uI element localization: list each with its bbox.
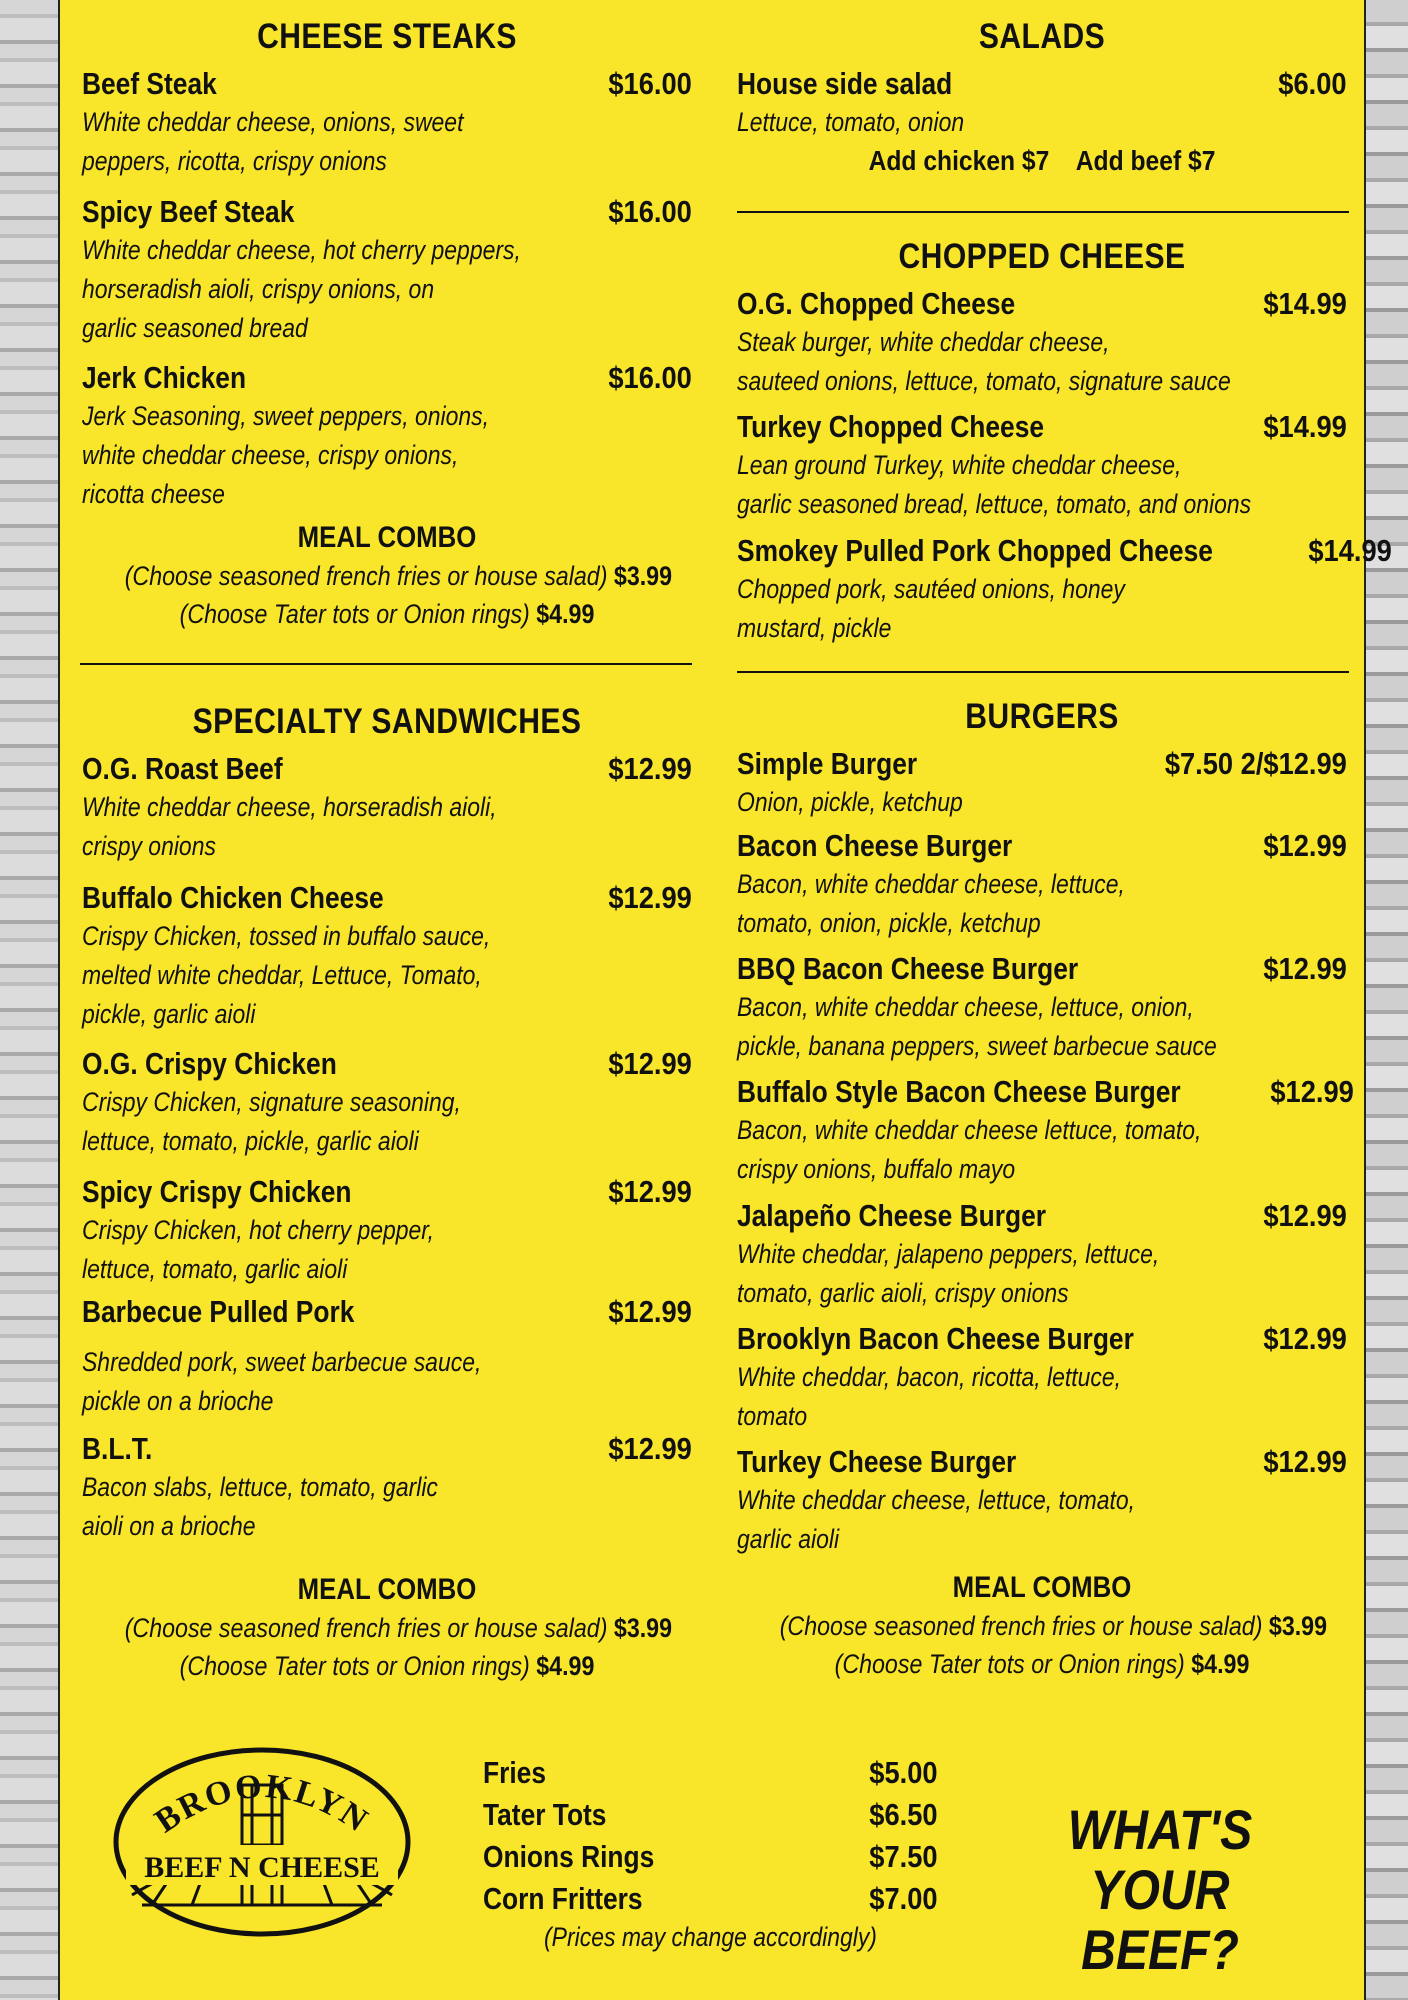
- item-name: Turkey Cheese Burger: [737, 1444, 1017, 1479]
- item-price: $16.00: [608, 194, 692, 229]
- item-description: Bacon, white cheddar cheese, lettuce, onion,: [737, 992, 1194, 1022]
- item-description: Crispy Chicken, hot cherry pepper,: [82, 1215, 435, 1245]
- item-description: lettuce, tomato, pickle, garlic aioli: [82, 1126, 419, 1156]
- combo-price: $4.99: [536, 1651, 595, 1681]
- combo-text: (Choose Tater tots or Onion rings): [834, 1649, 1185, 1679]
- menu-item: [737, 408, 1347, 524]
- item-name: Buffalo Style Bacon Cheese Burger: [737, 1074, 1181, 1109]
- menu-item: [82, 750, 692, 866]
- item-description: pickle, garlic aioli: [82, 999, 256, 1029]
- slogan: [1031, 1800, 1289, 1980]
- section-divider: [737, 671, 1349, 673]
- item-name: Tater Tots: [483, 1797, 607, 1832]
- item-price: $12.99: [1263, 828, 1347, 863]
- item-price: $7.50: [869, 1839, 938, 1874]
- combo-price: $4.99: [536, 599, 595, 629]
- combo-price: $3.99: [613, 561, 673, 591]
- item-price: $12.99: [608, 1174, 692, 1209]
- meal-combo: [82, 1571, 692, 1685]
- background-photo-left: [0, 0, 58, 2000]
- combo-price: $3.99: [1268, 1611, 1328, 1641]
- item-description: lettuce, tomato, garlic aioli: [82, 1254, 348, 1284]
- item-description: pickle on a brioche: [82, 1386, 274, 1416]
- item-description: Shredded pork, sweet barbecue sauce,: [82, 1347, 482, 1377]
- item-price: $12.99: [608, 880, 692, 915]
- item-description: pickle, banana peppers, sweet barbecue sauce: [737, 1031, 1217, 1061]
- item-name: Smokey Pulled Pork Chopped Cheese: [737, 533, 1213, 568]
- item-price: $14.99: [1263, 286, 1347, 321]
- side-item: [483, 1878, 938, 1920]
- menu-item: [737, 1073, 1354, 1189]
- combo-text: (Choose seasoned french fries or house salad): [124, 561, 608, 591]
- price-note: (Prices may change accordingly): [544, 1922, 877, 1952]
- item-description: Steak burger, white cheddar cheese,: [737, 327, 1110, 357]
- item-price: $7.00: [869, 1881, 938, 1916]
- item-price: $12.99: [608, 1431, 692, 1466]
- item-price: $12.99: [1263, 1198, 1347, 1233]
- item-description: Jerk Seasoning, sweet peppers, onions,: [82, 401, 489, 431]
- meal-combo: [82, 519, 692, 633]
- item-price: $16.00: [608, 66, 692, 101]
- item-description: crispy onions, buffalo mayo: [737, 1154, 1016, 1184]
- item-description: garlic aioli: [737, 1524, 840, 1554]
- section-title: CHEESE STEAKS: [257, 17, 517, 56]
- item-description: White cheddar, bacon, ricotta, lettuce,: [737, 1362, 1121, 1392]
- menu-item: [82, 193, 692, 348]
- slogan-line: WHAT'S: [1067, 1798, 1253, 1861]
- logo-top-text: BROOKLYN: [148, 1767, 376, 1841]
- menu-item: [737, 1197, 1347, 1313]
- item-name: Beef Steak: [82, 66, 217, 101]
- side-item: [483, 1836, 938, 1878]
- menu-item: [82, 1430, 692, 1546]
- section-title: SPECIALTY SANDWICHES: [192, 702, 582, 741]
- logo-bottom-text: BEEF N CHEESE: [144, 1851, 380, 1884]
- section-burgers: [737, 698, 1347, 736]
- menu-item: [82, 359, 692, 514]
- item-name: BBQ Bacon Cheese Burger: [737, 951, 1079, 986]
- combo-line: [780, 1645, 1305, 1683]
- combo-text: (Choose seasoned french fries or house salad): [124, 1613, 608, 1643]
- item-description: tomato, onion, pickle, ketchup: [737, 908, 1041, 938]
- background-photo-right: [1366, 0, 1408, 2000]
- item-name: Spicy Crispy Chicken: [82, 1174, 352, 1209]
- item-description: White cheddar cheese, hot cherry peppers,: [82, 235, 521, 265]
- menu-item: [737, 827, 1347, 943]
- item-price: $14.99: [1263, 409, 1347, 444]
- section-divider: [80, 663, 692, 665]
- item-name: B.L.T.: [82, 1431, 153, 1466]
- menu-item: [82, 1293, 692, 1421]
- addon-chicken: Add chicken $7: [868, 145, 1050, 176]
- item-name: Fries: [483, 1755, 546, 1790]
- item-description: peppers, ricotta, crispy onions: [82, 146, 387, 176]
- menu-item: [82, 879, 692, 1034]
- salad-addons: [774, 142, 1311, 180]
- item-description: Bacon slabs, lettuce, tomato, garlic: [82, 1472, 438, 1502]
- item-name: Jerk Chicken: [82, 360, 247, 395]
- meal-combo: [737, 1569, 1347, 1683]
- section-title: BURGERS: [965, 697, 1119, 736]
- combo-title: MEAL COMBO: [297, 1573, 477, 1606]
- section-title: SALADS: [978, 17, 1106, 56]
- combo-text: (Choose Tater tots or Onion rings): [179, 1651, 530, 1681]
- item-description: mustard, pickle: [737, 613, 892, 643]
- item-description: crispy onions: [82, 831, 216, 861]
- item-description: Lean ground Turkey, white cheddar cheese,: [737, 450, 1182, 480]
- menu-item: [82, 65, 692, 181]
- item-name: House side salad: [737, 66, 953, 101]
- side-item: [483, 1752, 938, 1794]
- item-name: Jalapeño Cheese Burger: [737, 1198, 1047, 1233]
- item-name: O.G. Chopped Cheese: [737, 286, 1016, 321]
- section-cheese-steaks: [82, 18, 692, 56]
- combo-line: [125, 595, 650, 633]
- section-specialty-sandwiches: [82, 703, 692, 741]
- item-name: Barbecue Pulled Pork: [82, 1294, 355, 1329]
- side-item: [483, 1794, 938, 1836]
- menu-item: [737, 65, 1347, 180]
- item-name: Buffalo Chicken Cheese: [82, 880, 384, 915]
- item-name: Onions Rings: [483, 1839, 655, 1874]
- item-name: Simple Burger: [737, 746, 918, 781]
- item-price: $12.99: [1263, 951, 1347, 986]
- section-divider: [737, 211, 1349, 213]
- item-description: Onion, pickle, ketchup: [737, 787, 963, 817]
- item-description: Chopped pork, sautéed onions, honey: [737, 574, 1125, 604]
- item-price: $12.99: [1263, 1321, 1347, 1356]
- menu-item: [82, 1045, 692, 1161]
- item-price: $12.99: [1270, 1074, 1354, 1109]
- item-price: $14.99: [1308, 533, 1392, 568]
- combo-title: MEAL COMBO: [952, 1571, 1132, 1604]
- item-name: Turkey Chopped Cheese: [737, 409, 1045, 444]
- item-description: Bacon, white cheddar cheese, lettuce,: [737, 869, 1125, 899]
- item-name: Corn Fritters: [483, 1881, 643, 1916]
- menu-item: [737, 1320, 1347, 1436]
- item-description: tomato, garlic aioli, crispy onions: [737, 1278, 1069, 1308]
- combo-line: [125, 1647, 650, 1685]
- combo-line: [124, 557, 673, 595]
- item-price: $5.00: [869, 1755, 938, 1790]
- combo-price: $4.99: [1191, 1649, 1250, 1679]
- item-name: Spicy Beef Steak: [82, 194, 295, 229]
- item-description: Crispy Chicken, tossed in buffalo sauce,: [82, 921, 491, 951]
- menu-item: [82, 1173, 692, 1289]
- item-name: O.G. Roast Beef: [82, 751, 283, 786]
- item-name: Bacon Cheese Burger: [737, 828, 1013, 863]
- item-price: $16.00: [608, 360, 692, 395]
- item-description: ricotta cheese: [82, 479, 225, 509]
- combo-title: MEAL COMBO: [297, 521, 477, 554]
- item-description: sauteed onions, lettuce, tomato, signature sauce: [737, 366, 1231, 396]
- brooklyn-beef-n-cheese-logo: [112, 1745, 412, 1940]
- item-price: $12.99: [608, 1294, 692, 1329]
- combo-text: (Choose Tater tots or Onion rings): [179, 599, 530, 629]
- item-description: White cheddar cheese, horseradish aioli,: [82, 792, 497, 822]
- item-price: $12.99: [608, 1046, 692, 1081]
- item-name: O.G. Crispy Chicken: [82, 1046, 337, 1081]
- section-title: CHOPPED CHEESE: [898, 237, 1186, 276]
- slogan-line: YOUR BEEF?: [1081, 1858, 1239, 1981]
- combo-price: $3.99: [613, 1613, 673, 1643]
- section-chopped-cheese: [737, 238, 1347, 276]
- item-description: horseradish aioli, crispy onions, on: [82, 274, 435, 304]
- addon-beef: Add beef $7: [1075, 145, 1216, 176]
- item-description: white cheddar cheese, crispy onions,: [82, 440, 459, 470]
- menu-item: [737, 285, 1347, 401]
- item-description: Crispy Chicken, signature seasoning,: [82, 1087, 461, 1117]
- item-description: White cheddar cheese, onions, sweet: [82, 107, 464, 137]
- item-description: Bacon, white cheddar cheese lettuce, tomato,: [737, 1115, 1202, 1145]
- item-description: White cheddar cheese, lettuce, tomato,: [737, 1485, 1136, 1515]
- combo-line: [124, 1609, 673, 1647]
- combo-line: [779, 1607, 1328, 1645]
- item-description: garlic seasoned bread, lettuce, tomato, and onions: [737, 489, 1252, 519]
- menu-item: [737, 950, 1347, 1066]
- item-description: melted white cheddar, Lettuce, Tomato,: [82, 960, 482, 990]
- menu-item: [737, 745, 1347, 822]
- section-salads: [737, 18, 1347, 56]
- menu-item: [737, 532, 1392, 648]
- combo-text: (Choose seasoned french fries or house salad): [779, 1611, 1263, 1641]
- item-price: $12.99: [1263, 1444, 1347, 1479]
- sides-list: [483, 1752, 938, 1954]
- item-price: $7.50 2/$12.99: [1164, 746, 1347, 781]
- item-price: $12.99: [608, 751, 692, 786]
- item-price: $6.50: [869, 1797, 938, 1832]
- item-description: tomato: [737, 1401, 808, 1431]
- item-description: Lettuce, tomato, onion: [737, 107, 965, 137]
- item-price: $6.00: [1278, 66, 1347, 101]
- item-description: garlic seasoned bread: [82, 313, 308, 343]
- item-name: Brooklyn Bacon Cheese Burger: [737, 1321, 1134, 1356]
- item-description: White cheddar, jalapeno peppers, lettuce,: [737, 1239, 1160, 1269]
- item-description: aioli on a brioche: [82, 1511, 256, 1541]
- menu-item: [737, 1443, 1347, 1559]
